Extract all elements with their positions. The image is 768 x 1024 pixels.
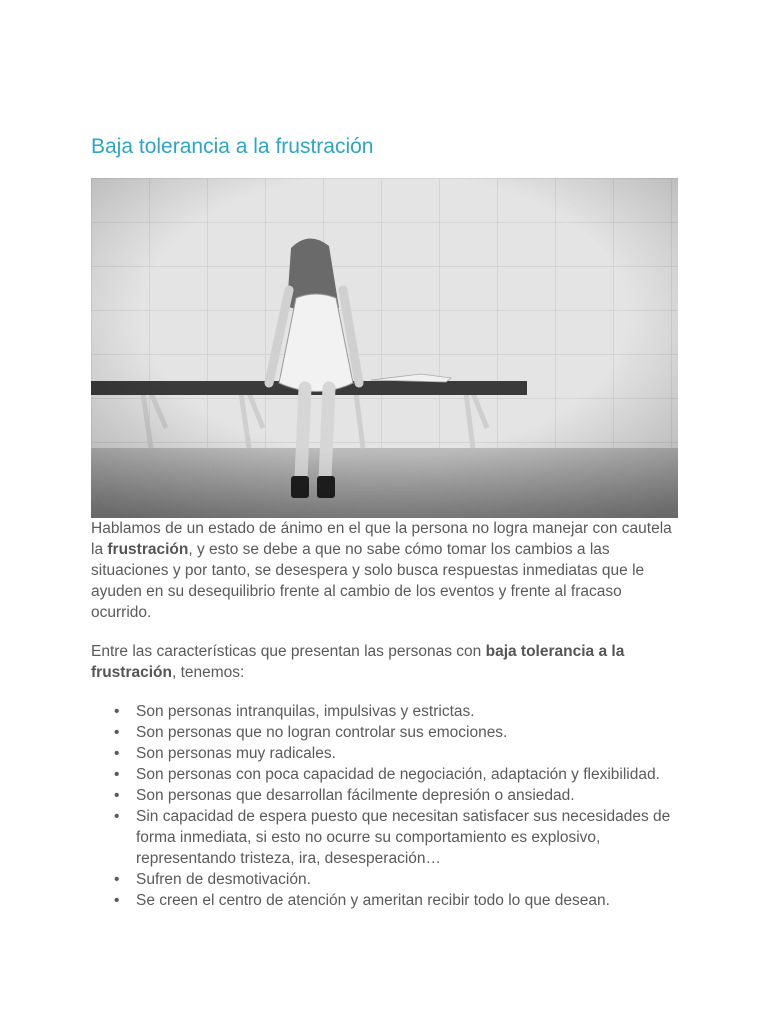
list-item: • Sin capacidad de espera puesto que necesitan satisfacer sus necesidades de forma inmediata, si esto no ocurre su comportamiento es explosivo, representando tristeza, ira, desesperación…	[136, 806, 681, 869]
list-item: • Son personas intranquilas, impulsivas y estrictas.	[136, 701, 681, 722]
characteristics-bold-term: baja tolerancia a la frustración	[91, 643, 625, 681]
article-title: Baja tolerancia a la frustración	[91, 135, 374, 158]
list-item: • Se creen el centro de atención y ameritan recibir todo lo que desean.	[136, 890, 681, 911]
list-item: • Son personas que no logran controlar sus emociones.	[136, 722, 681, 743]
characteristics-paragraph: Entre las características que presentan las personas con baja tolerancia a la frustración, tenemos:	[91, 643, 625, 681]
list-item: • Son personas con poca capacidad de negociación, adaptación y flexibilidad.	[136, 764, 681, 785]
list-item: • Son personas muy radicales.	[136, 743, 681, 764]
list-item: • Son personas que desarrollan fácilmente depresión o ansiedad.	[136, 785, 681, 806]
characteristics-list	[91, 701, 681, 911]
intro-bold-term: frustración	[107, 541, 189, 558]
article	[91, 133, 681, 911]
list-item: • Sufren de desmotivación.	[136, 869, 681, 890]
article-photo	[91, 178, 678, 518]
intro-paragraph: Hablamos de un estado de ánimo en el que la persona no logra manejar con cautela la frustración, y esto se debe a que no sabe cómo tomar los cambios a las situaciones y por tanto, se desespera y solo busca respuestas inmediatas que le ayuden en su desequilibrio frente al cambio de los eventos y frente al fracaso ocurrido.	[91, 520, 672, 621]
